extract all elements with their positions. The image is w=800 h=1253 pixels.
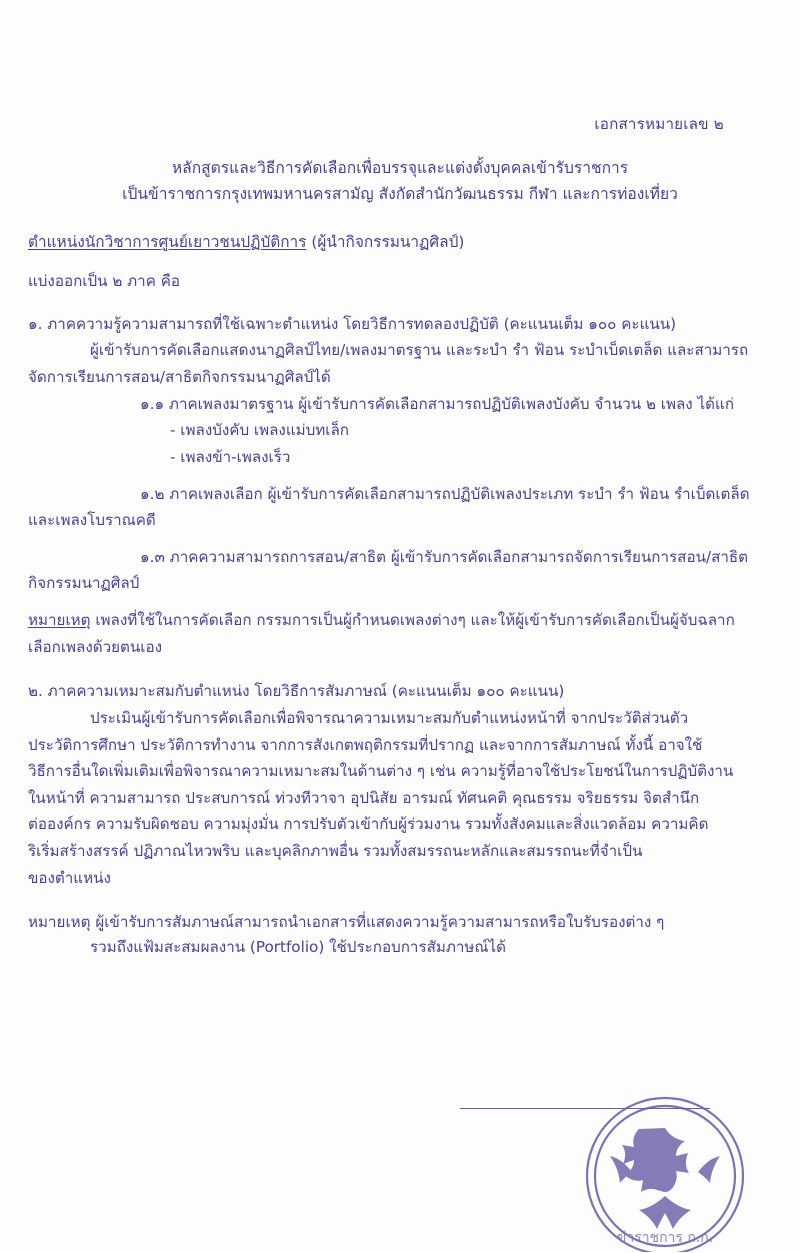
note-label: หมายเหตุ	[28, 611, 91, 630]
item-1-3-line-2: กิจกรรมนาฏศิลป์	[28, 574, 140, 593]
note-line-2: เลือกเพลงด้วยตนเอง	[28, 637, 163, 656]
item-1-2-line-2: และเพลงโบราณคดี	[28, 511, 156, 530]
section-2-line-2: วิธีการอื่นใดเพิ่มเติมเพื่อพิจารณาความเหมาะสมในด้านต่าง ๆ เช่น ความรู้ที่อาจใช้ประโยชน์ในการปฏิบัติงาน	[28, 762, 734, 781]
footer-note-line-1: หมายเหตุ ผู้เข้ารับการสัมภาษณ์สามารถนำเอกสารที่แสดงความรู้ความสามารถหรือใบรับรองต่าง ๆ	[28, 913, 665, 932]
item-1-1-bullet-b: - เพลงข้า-เพลงเร็ว	[170, 447, 291, 466]
seal-text: ข้าราชการ ก.ก.	[616, 1230, 714, 1246]
section-2-line-1: ประวัติการศึกษา ประวัติการทำงาน จากการสังเกตพฤติกรรมที่ปรากฏ และจากการสัมภาษณ์ ทั้งนี้ อาจใช้	[28, 735, 703, 754]
position-suffix: (ผู้นำกิจกรรมนาฏศิลป์)	[306, 233, 465, 252]
section-2-line-4: ต่อองค์กร ความรับผิดชอบ ความมุ่งมั่น การปรับตัวเข้ากับผู้ร่วมงาน รวมทั้งสังคมและสิ่งแวดล้อม ความคิด	[28, 815, 709, 834]
section-2-line-0: ประเมินผู้เข้ารับการคัดเลือกเพื่อพิจารณาความเหมาะสมกับตำแหน่งหน้าที่ จากประวัติส่วนตัว	[90, 708, 689, 727]
item-1-1-bullet-a: - เพลงบังคับ เพลงแม่บทเล็ก	[170, 421, 349, 440]
item-1-1: ๑.๑ ภาคเพลงมาตรฐาน ผู้เข้ารับการคัดเลือกสามารถปฏิบัติเพลงบังคับ จำนวน ๒ เพลง ได้แก่	[140, 394, 735, 413]
section-1-note	[28, 608, 772, 633]
official-seal-stamp	[560, 1076, 770, 1252]
document-title	[28, 155, 772, 209]
split-line: แบ่งออกเป็น ๒ ภาค คือ	[28, 272, 180, 291]
footer-note	[28, 910, 772, 959]
item-1-2-line-1: ๑.๒ ภาคเพลงเลือก ผู้เข้ารับการคัดเลือกสามารถปฏิบัติเพลงประเภท ระบำ รำ ฟ้อน รำเบ็ดเตล็ด	[140, 484, 750, 503]
section-1-intro-line-1: ผู้เข้ารับการคัดเลือกแสดงนาฏศิลป์ไทย/เพลงมาตรฐาน และระบำ รำ ฟ้อน ระบำเบ็ดเตล็ด และสามารถ	[90, 341, 749, 360]
section-2	[28, 679, 772, 890]
title-line-1: หลักสูตรและวิธีการคัดเลือกเพื่อบรรจุและแต่งตั้งบุคคลเข้ารับราชการ	[171, 158, 629, 177]
position-heading	[28, 230, 772, 255]
note-line-1: เพลงที่ใช้ในการคัดเลือก กรรมการเป็นผู้กำหนดเพลงต่างๆ และให้ผู้เข้ารับการคัดเลือกเป็นผู้จับฉลาก	[90, 611, 735, 630]
footer-note-line-2: รวมถึงแฟ้มสะสมผลงาน (Portfolio) ใช้ประกอบการสัมภาษณ์ได้	[90, 937, 507, 956]
section-2-line-6: ของตำแหน่ง	[28, 868, 111, 887]
section-2-heading: ๒. ภาคความเหมาะสมกับตำแหน่ง โดยวิธีการสัมภาษณ์ (คะแนนเต็ม ๑๐๐ คะแนน)	[28, 682, 565, 701]
title-line-2: เป็นข้าราชการกรุงเทพมหานครสามัญ สังกัดสำนักวัฒนธรรม กีฬา และการท่องเที่ยว	[122, 185, 678, 204]
position-label: ตำแหน่งนักวิชาการศูนย์เยาวชนปฏิบัติการ	[28, 233, 307, 252]
section-1-intro-line-2: จัดการเรียนการสอน/สาธิตกิจกรรมนาฏศิลป์ได้	[28, 368, 331, 387]
section-2-line-5: ริเริ่มสร้างสรรค์ ปฏิภาณไหวพริบ และบุคลิกภาพอื่น รวมทั้งสมรรถนะหลักและสมรรถนะที่จำเป็น	[28, 842, 643, 861]
document-number: เอกสารหมายเลข ๒	[594, 115, 724, 133]
section-1-heading: ๑. ภาคความรู้ความสามารถที่ใช้เฉพาะตำแหน่ง โดยวิธีการทดลองปฏิบัติ (คะแนนเต็ม ๑๐๐ คะแนน)	[28, 314, 677, 333]
section-1	[28, 312, 772, 660]
item-1-3-line-1: ๑.๓ ภาคความสามารถการสอน/สาธิต ผู้เข้ารับการคัดเลือกสามารถจัดการเรียนการสอน/สาธิต	[140, 547, 749, 566]
section-2-line-3: ในหน้าที่ ความสามารถ ประสบการณ์ ท่วงทีวาจา อุปนิสัย อารมณ์ ทัศนคติ คุณธรรม จริยธรรม จิตสำนึก	[28, 788, 700, 807]
